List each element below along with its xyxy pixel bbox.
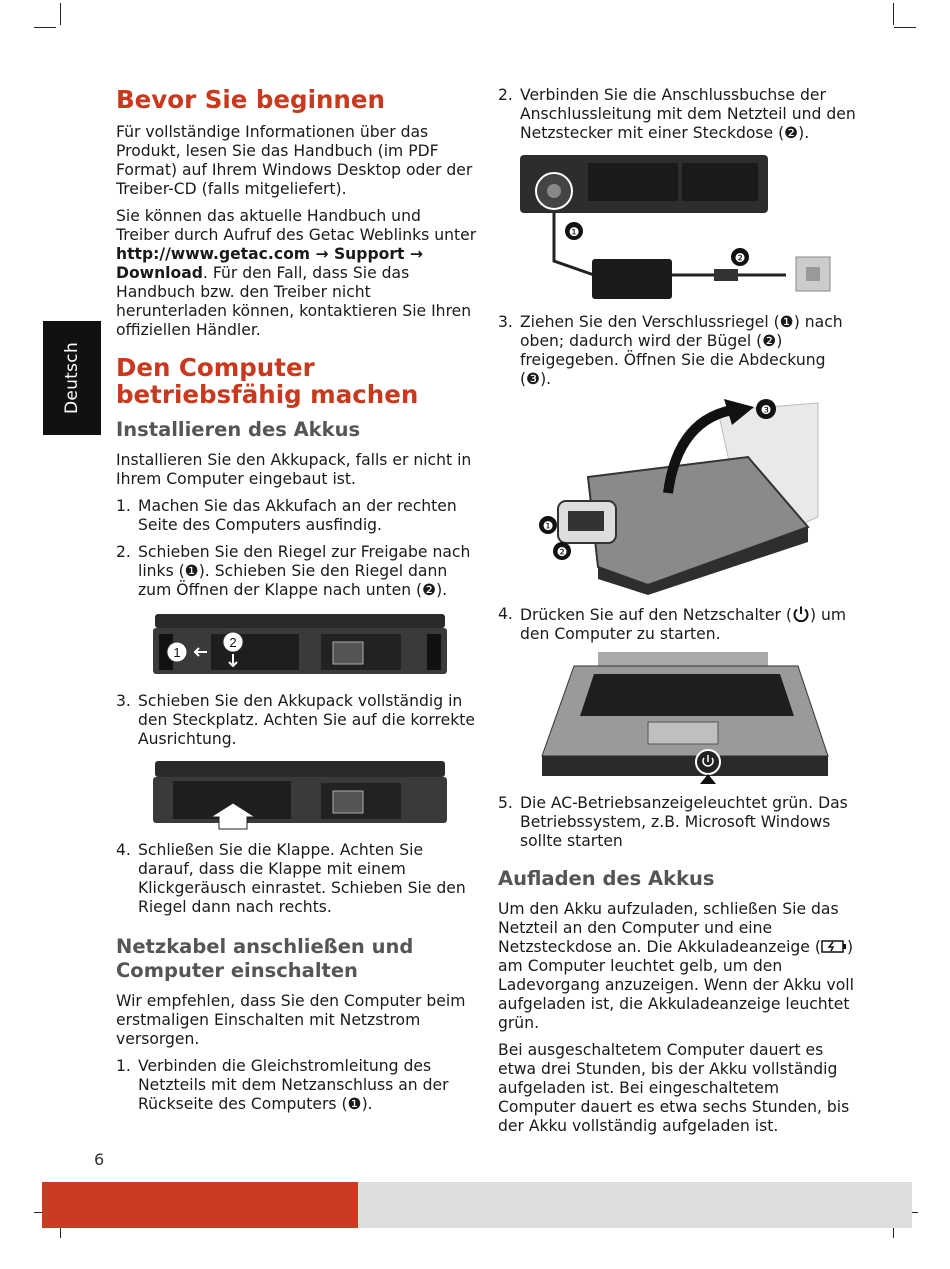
language-tab-label: Deutsch: [62, 341, 83, 415]
left-column: [116, 86, 478, 1122]
callout-2: 2: [229, 635, 237, 650]
paragraph: Bei ausgeschaltetem Computer dauert es etwa drei Stunden, bis der Akku vollständig aufgeladen ist. Bei eingeschaltetem Computer dauert es etwa sechs Stunden, bis der Akku vollständig aufgeladen ist.: [498, 1041, 850, 1135]
section-title-setup: Den Computer betriebsfähig machen: [116, 353, 419, 409]
callout-1: ❶: [542, 519, 554, 533]
weblink[interactable]: http://www.getac.com → Support → Download: [116, 245, 423, 282]
callout-3: ❸: [760, 403, 772, 417]
battery-latch-figure: [151, 608, 451, 682]
right-steps-cont: [498, 605, 860, 644]
footer-bar-red: [42, 1182, 358, 1228]
install-steps: [116, 497, 478, 600]
battery-charge-icon: [821, 939, 847, 954]
list-item: 1. Machen Sie das Akkufach an der rechten Seite des Computers ausfindig.: [116, 497, 457, 534]
right-column: [498, 86, 860, 1144]
footer-bar-grey: [358, 1182, 912, 1228]
crop-mark: [894, 27, 916, 28]
subsection-title-power: Netzkabel anschließen und Computer einschalten: [116, 935, 414, 982]
section-title-before: Bevor Sie beginnen: [116, 85, 385, 114]
callout-2: ❷: [556, 545, 568, 559]
power-button-icon: [792, 605, 810, 623]
install-steps-cont: [116, 692, 478, 749]
right-steps-end: [498, 794, 860, 851]
paragraph: Sie können das aktuelle Handbuch und Treiber durch Aufruf des Getac Weblinks unter http://www.getac.com → Support → Download. Für den Fall, dass Sie das Handbuch bzw. den Treiber nicht herunterladen können, kontaktieren Sie Ihren offiziellen Händler.: [116, 207, 477, 339]
callout-2: ❷: [734, 251, 746, 265]
list-item: 1. Verbinden die Gleichstromleitung des Netzteils mit dem Netzanschluss an der Rückseite des Computers (❶).: [116, 1057, 449, 1113]
language-tab: [43, 321, 101, 435]
list-item: 2. Verbinden Sie die Anschlussbuchse der Anschlussleitung mit dem Netzteil und den Netzstecker mit einer Steckdose (❷).: [498, 86, 856, 142]
list-item: 2. Schieben Sie den Riegel zur Freigabe nach links (❶). Schieben Sie den Riegel dann zum Öffnen der Klappe nach unten (❷).: [116, 543, 471, 599]
crop-mark: [893, 3, 894, 25]
power-steps-right: [498, 86, 860, 143]
crop-mark: [34, 27, 56, 28]
paragraph: Für vollständige Informationen über das Produkt, lesen Sie das Handbuch (im PDF Format) auf Ihrem Windows Desktop oder der Treiber-CD (falls mitgeliefert).: [116, 123, 473, 198]
list-item: 4. Schließen Sie die Klappe. Achten Sie darauf, dass die Klappe mit einem Klickgeräusch einrastet. Schieben Sie den Riegel dann nach rechts.: [116, 841, 466, 916]
paragraph: Wir empfehlen, dass Sie den Computer beim erstmaligen Einschalten mit Netzstrom versorgen.: [116, 992, 466, 1048]
subsection-title-charge: Aufladen des Akkus: [498, 867, 715, 890]
page-number: 6: [94, 1150, 105, 1169]
battery-insert-figure: [151, 757, 451, 831]
keyboard-power-figure: [518, 652, 838, 784]
install-steps-end: [116, 841, 478, 917]
crop-mark: [60, 3, 61, 25]
list-item: 3. Ziehen Sie den Verschlussriegel (❶) nach oben; dadurch wird der Bügel (❷) freigegeben. Öffnen Sie die Abdeckung (❸).: [498, 313, 843, 388]
callout-1: 1: [173, 645, 181, 660]
list-item: 5. Die AC-Betriebsanzeigeleuchtet grün. Das Betriebssystem, z.B. Microsoft Windows sollte starten: [498, 794, 848, 850]
ac-adapter-figure: [518, 151, 838, 303]
callout-1: ❶: [568, 225, 580, 239]
list-item: 4. Drücken Sie auf den Netzschalter ( ) um den Computer zu starten.: [498, 605, 847, 643]
power-steps: [116, 1057, 478, 1114]
paragraph: Installieren Sie den Akkupack, falls er nicht in Ihrem Computer eingebaut ist.: [116, 451, 472, 488]
list-item: 3. Schieben Sie den Akkupack vollständig in den Steckplatz. Achten Sie auf die korrekte Ausrichtung.: [116, 692, 475, 748]
subsection-title-install: Installieren des Akkus: [116, 418, 361, 441]
open-cover-figure: [518, 397, 838, 595]
paragraph: Um den Akku aufzuladen, schließen Sie das Netzteil an den Computer und eine Netzsteckdose an. Die Akkuladeanzeige ( ) am Computer leuchtet gelb, um den Ladevorgang anzuzeigen. Wenn der Akku voll aufgeladen ist, die Akkuladeanzeige leuchtet grün.: [498, 900, 854, 1032]
right-steps: [498, 313, 860, 389]
